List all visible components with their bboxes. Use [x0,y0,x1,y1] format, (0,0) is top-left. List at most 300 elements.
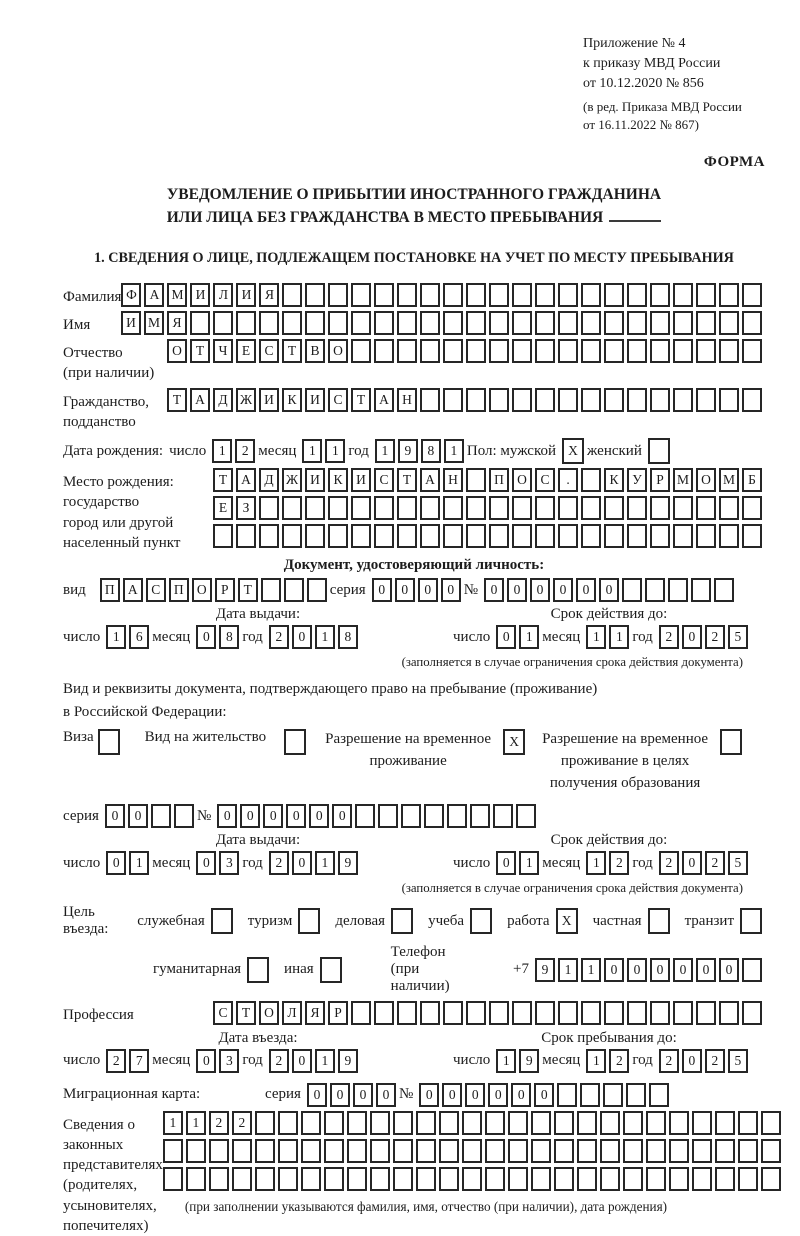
char-box[interactable]: Р [215,578,235,602]
char-box[interactable] [209,1139,229,1163]
char-box[interactable] [247,957,269,983]
char-box[interactable] [626,1083,646,1107]
char-box[interactable] [393,1111,413,1135]
char-box[interactable] [535,388,555,412]
char-box[interactable]: 0 [309,804,329,828]
char-box[interactable]: Ф [121,283,141,307]
char-box[interactable]: М [673,468,693,492]
char-box[interactable]: 1 [315,1049,335,1073]
char-box[interactable]: И [305,468,325,492]
char-box[interactable] [493,804,513,828]
char-box[interactable] [401,804,421,828]
char-box[interactable] [466,524,486,548]
char-box[interactable] [627,1001,647,1025]
char-box[interactable]: Я [259,283,279,307]
char-box[interactable] [213,524,233,548]
char-box[interactable] [489,311,509,335]
char-box[interactable] [650,496,670,520]
char-box[interactable]: Т [238,578,258,602]
char-box[interactable] [374,283,394,307]
char-box[interactable] [696,339,716,363]
char-box[interactable] [604,524,624,548]
char-box[interactable]: 1 [519,851,539,875]
char-box[interactable] [581,524,601,548]
char-box[interactable]: Р [328,1001,348,1025]
char-box[interactable]: 0 [484,578,504,602]
char-box[interactable]: 1 [609,625,629,649]
char-box[interactable]: 1 [586,625,606,649]
char-box[interactable] [351,496,371,520]
char-box[interactable] [393,1139,413,1163]
char-box[interactable] [301,1111,321,1135]
char-box[interactable] [466,283,486,307]
char-box[interactable] [531,1139,551,1163]
char-box[interactable] [623,1139,643,1163]
char-box[interactable]: 2 [269,1049,289,1073]
char-box[interactable]: 0 [376,1083,396,1107]
char-box[interactable] [554,1167,574,1191]
char-box[interactable]: 0 [292,851,312,875]
char-box[interactable] [347,1111,367,1135]
char-box[interactable]: Т [190,339,210,363]
char-box[interactable] [351,1001,371,1025]
char-box[interactable]: 2 [609,1049,629,1073]
char-box[interactable] [742,339,762,363]
char-box[interactable]: 2 [106,1049,126,1073]
char-box[interactable]: И [190,283,210,307]
char-box[interactable]: X [562,438,584,464]
char-box[interactable]: С [259,339,279,363]
char-box[interactable] [278,1111,298,1135]
char-box[interactable] [328,311,348,335]
char-box[interactable]: И [351,468,371,492]
char-box[interactable] [163,1167,183,1191]
char-box[interactable] [351,311,371,335]
char-box[interactable] [466,339,486,363]
char-box[interactable] [236,524,256,548]
char-box[interactable]: А [236,468,256,492]
char-box[interactable] [512,339,532,363]
char-box[interactable] [512,311,532,335]
char-box[interactable]: 0 [263,804,283,828]
char-box[interactable] [600,1111,620,1135]
char-box[interactable] [719,311,739,335]
char-box[interactable]: А [190,388,210,412]
char-box[interactable] [581,283,601,307]
char-box[interactable]: Т [351,388,371,412]
char-box[interactable] [692,1167,712,1191]
char-box[interactable]: 0 [240,804,260,828]
char-box[interactable] [650,311,670,335]
char-box[interactable]: П [100,578,120,602]
char-box[interactable] [646,1167,666,1191]
char-box[interactable] [742,283,762,307]
char-box[interactable] [462,1167,482,1191]
char-box[interactable] [650,1001,670,1025]
char-box[interactable] [673,524,693,548]
char-box[interactable] [558,388,578,412]
char-box[interactable] [489,283,509,307]
char-box[interactable] [328,496,348,520]
char-box[interactable] [604,388,624,412]
char-box[interactable]: П [169,578,189,602]
char-box[interactable] [462,1111,482,1135]
char-box[interactable] [305,311,325,335]
char-box[interactable] [211,908,233,934]
char-box[interactable]: М [144,311,164,335]
char-box[interactable] [535,283,555,307]
char-box[interactable] [424,804,444,828]
char-box[interactable] [673,1001,693,1025]
char-box[interactable] [557,1083,577,1107]
char-box[interactable] [439,1111,459,1135]
char-box[interactable]: 0 [507,578,527,602]
char-box[interactable] [174,804,194,828]
char-box[interactable] [305,524,325,548]
char-box[interactable] [508,1139,528,1163]
char-box[interactable] [466,311,486,335]
char-box[interactable] [397,1001,417,1025]
char-box[interactable] [761,1111,781,1135]
char-box[interactable]: 0 [530,578,550,602]
char-box[interactable] [554,1111,574,1135]
char-box[interactable] [466,496,486,520]
char-box[interactable]: 0 [372,578,392,602]
char-box[interactable]: Л [282,1001,302,1025]
char-box[interactable] [282,496,302,520]
char-box[interactable] [738,1167,758,1191]
char-box[interactable]: 0 [496,625,516,649]
char-box[interactable] [443,283,463,307]
char-box[interactable]: 2 [705,1049,725,1073]
char-box[interactable] [259,496,279,520]
char-box[interactable]: 0 [292,1049,312,1073]
char-box[interactable]: В [305,339,325,363]
char-box[interactable]: С [213,1001,233,1025]
char-box[interactable]: С [535,468,555,492]
char-box[interactable]: 0 [488,1083,508,1107]
char-box[interactable]: А [420,468,440,492]
char-box[interactable] [282,311,302,335]
char-box[interactable] [163,1139,183,1163]
char-box[interactable] [627,311,647,335]
char-box[interactable] [580,1083,600,1107]
char-box[interactable] [673,311,693,335]
char-box[interactable] [669,1167,689,1191]
char-box[interactable] [696,311,716,335]
char-box[interactable]: О [696,468,716,492]
char-box[interactable] [627,339,647,363]
char-box[interactable]: Р [650,468,670,492]
char-box[interactable] [420,1001,440,1025]
char-box[interactable]: 2 [269,851,289,875]
char-box[interactable] [696,283,716,307]
char-box[interactable] [485,1111,505,1135]
char-box[interactable] [186,1139,206,1163]
char-box[interactable] [259,524,279,548]
char-box[interactable]: 2 [609,851,629,875]
char-box[interactable]: 8 [219,625,239,649]
char-box[interactable]: 9 [338,1049,358,1073]
char-box[interactable] [213,311,233,335]
char-box[interactable] [255,1139,275,1163]
char-box[interactable] [370,1167,390,1191]
char-box[interactable] [305,496,325,520]
char-box[interactable] [646,1139,666,1163]
char-box[interactable] [623,1167,643,1191]
char-box[interactable] [558,339,578,363]
char-box[interactable]: И [236,283,256,307]
char-box[interactable] [443,311,463,335]
char-box[interactable]: 0 [696,958,716,982]
char-box[interactable]: 9 [535,958,555,982]
char-box[interactable] [236,311,256,335]
char-box[interactable] [416,1167,436,1191]
char-box[interactable]: X [556,908,578,934]
char-box[interactable] [347,1139,367,1163]
char-box[interactable]: 0 [419,1083,439,1107]
char-box[interactable] [558,496,578,520]
char-box[interactable] [581,388,601,412]
char-box[interactable]: 1 [325,439,345,463]
char-box[interactable] [489,339,509,363]
char-box[interactable]: 1 [186,1111,206,1135]
char-box[interactable] [462,1139,482,1163]
char-box[interactable] [669,1111,689,1135]
char-box[interactable]: 1 [315,625,335,649]
char-box[interactable] [719,283,739,307]
char-box[interactable] [761,1167,781,1191]
char-box[interactable]: 0 [332,804,352,828]
char-box[interactable] [420,311,440,335]
char-box[interactable]: Б [742,468,762,492]
char-box[interactable] [209,1167,229,1191]
char-box[interactable] [439,1167,459,1191]
char-box[interactable]: 1 [581,958,601,982]
char-box[interactable] [738,1139,758,1163]
char-box[interactable] [600,1167,620,1191]
char-box[interactable]: К [328,468,348,492]
char-box[interactable] [673,283,693,307]
char-box[interactable]: 0 [650,958,670,982]
char-box[interactable] [714,578,734,602]
char-box[interactable]: К [604,468,624,492]
char-box[interactable] [301,1167,321,1191]
char-box[interactable] [531,1167,551,1191]
char-box[interactable] [305,283,325,307]
char-box[interactable] [512,1001,532,1025]
char-box[interactable]: 0 [673,958,693,982]
char-box[interactable]: 0 [442,1083,462,1107]
char-box[interactable] [391,908,413,934]
char-box[interactable] [447,804,467,828]
char-box[interactable] [190,311,210,335]
char-box[interactable] [581,468,601,492]
char-box[interactable]: 3 [219,1049,239,1073]
char-box[interactable] [673,388,693,412]
char-box[interactable]: 0 [286,804,306,828]
char-box[interactable]: 0 [465,1083,485,1107]
char-box[interactable]: 3 [219,851,239,875]
char-box[interactable] [516,804,536,828]
char-box[interactable] [738,1111,758,1135]
char-box[interactable]: 5 [728,1049,748,1073]
char-box[interactable] [232,1139,252,1163]
char-box[interactable] [742,958,762,982]
char-box[interactable] [307,578,327,602]
char-box[interactable]: Т [167,388,187,412]
char-box[interactable] [320,957,342,983]
char-box[interactable]: К [282,388,302,412]
char-box[interactable]: 0 [217,804,237,828]
char-box[interactable]: 0 [496,851,516,875]
char-box[interactable]: 0 [196,1049,216,1073]
char-box[interactable]: 0 [418,578,438,602]
char-box[interactable] [742,1001,762,1025]
char-box[interactable]: Е [236,339,256,363]
char-box[interactable]: Т [282,339,302,363]
char-box[interactable] [669,1139,689,1163]
char-box[interactable] [719,496,739,520]
char-box[interactable] [324,1167,344,1191]
char-box[interactable]: О [259,1001,279,1025]
char-box[interactable]: Т [397,468,417,492]
char-box[interactable]: 0 [682,625,702,649]
char-box[interactable]: И [121,311,141,335]
char-box[interactable] [328,524,348,548]
char-box[interactable] [604,311,624,335]
char-box[interactable] [416,1111,436,1135]
char-box[interactable]: М [719,468,739,492]
char-box[interactable]: М [167,283,187,307]
char-box[interactable] [470,908,492,934]
char-box[interactable] [715,1111,735,1135]
char-box[interactable] [649,1083,669,1107]
char-box[interactable] [627,524,647,548]
char-box[interactable]: П [489,468,509,492]
char-box[interactable]: 2 [659,625,679,649]
char-box[interactable] [558,1001,578,1025]
char-box[interactable] [668,578,688,602]
char-box[interactable] [489,388,509,412]
char-box[interactable]: 0 [627,958,647,982]
char-box[interactable]: 1 [302,439,322,463]
char-box[interactable] [719,388,739,412]
char-box[interactable] [512,388,532,412]
char-box[interactable] [259,311,279,335]
char-box[interactable] [284,578,304,602]
char-box[interactable] [466,388,486,412]
char-box[interactable] [374,311,394,335]
char-box[interactable]: 1 [315,851,335,875]
char-box[interactable] [282,283,302,307]
char-box[interactable]: У [627,468,647,492]
char-box[interactable] [719,524,739,548]
char-box[interactable] [255,1111,275,1135]
char-box[interactable]: Д [213,388,233,412]
char-box[interactable] [282,524,302,548]
char-box[interactable] [696,524,716,548]
char-box[interactable]: А [123,578,143,602]
char-box[interactable] [720,729,742,755]
char-box[interactable]: 2 [235,439,255,463]
char-box[interactable]: 0 [307,1083,327,1107]
char-box[interactable]: 0 [604,958,624,982]
char-box[interactable]: 5 [728,625,748,649]
char-box[interactable] [696,1001,716,1025]
char-box[interactable] [351,283,371,307]
char-box[interactable] [397,339,417,363]
char-box[interactable]: Т [213,468,233,492]
char-box[interactable]: 1 [558,958,578,982]
char-box[interactable] [420,388,440,412]
char-box[interactable] [466,1001,486,1025]
char-box[interactable] [512,283,532,307]
char-box[interactable] [355,804,375,828]
char-box[interactable] [397,311,417,335]
char-box[interactable] [719,339,739,363]
char-box[interactable] [604,496,624,520]
char-box[interactable] [645,578,665,602]
char-box[interactable]: 2 [659,851,679,875]
char-box[interactable] [535,311,555,335]
char-box[interactable]: 8 [338,625,358,649]
char-box[interactable] [761,1139,781,1163]
char-box[interactable]: 0 [395,578,415,602]
char-box[interactable] [278,1139,298,1163]
char-box[interactable]: 8 [421,439,441,463]
char-box[interactable]: С [328,388,348,412]
char-box[interactable] [692,1139,712,1163]
char-box[interactable] [508,1111,528,1135]
char-box[interactable] [691,578,711,602]
char-box[interactable] [489,1001,509,1025]
char-box[interactable] [650,339,670,363]
char-box[interactable]: 7 [129,1049,149,1073]
char-box[interactable]: С [374,468,394,492]
char-box[interactable] [581,496,601,520]
char-box[interactable]: 0 [576,578,596,602]
char-box[interactable] [742,311,762,335]
char-box[interactable] [278,1167,298,1191]
char-box[interactable]: 0 [599,578,619,602]
char-box[interactable] [397,496,417,520]
char-box[interactable] [508,1167,528,1191]
char-box[interactable] [443,339,463,363]
char-box[interactable]: 0 [441,578,461,602]
char-box[interactable] [627,388,647,412]
char-box[interactable] [558,524,578,548]
char-box[interactable]: 6 [129,625,149,649]
char-box[interactable] [489,496,509,520]
char-box[interactable] [604,1001,624,1025]
char-box[interactable]: 1 [519,625,539,649]
char-box[interactable] [742,388,762,412]
char-box[interactable] [623,1111,643,1135]
char-box[interactable] [420,496,440,520]
char-box[interactable] [581,311,601,335]
char-box[interactable]: 0 [682,851,702,875]
char-box[interactable] [466,468,486,492]
char-box[interactable] [324,1139,344,1163]
char-box[interactable] [378,804,398,828]
char-box[interactable] [742,524,762,548]
char-box[interactable]: 9 [338,851,358,875]
char-box[interactable] [622,578,642,602]
char-box[interactable]: И [259,388,279,412]
char-box[interactable]: 0 [128,804,148,828]
char-box[interactable]: 2 [705,851,725,875]
